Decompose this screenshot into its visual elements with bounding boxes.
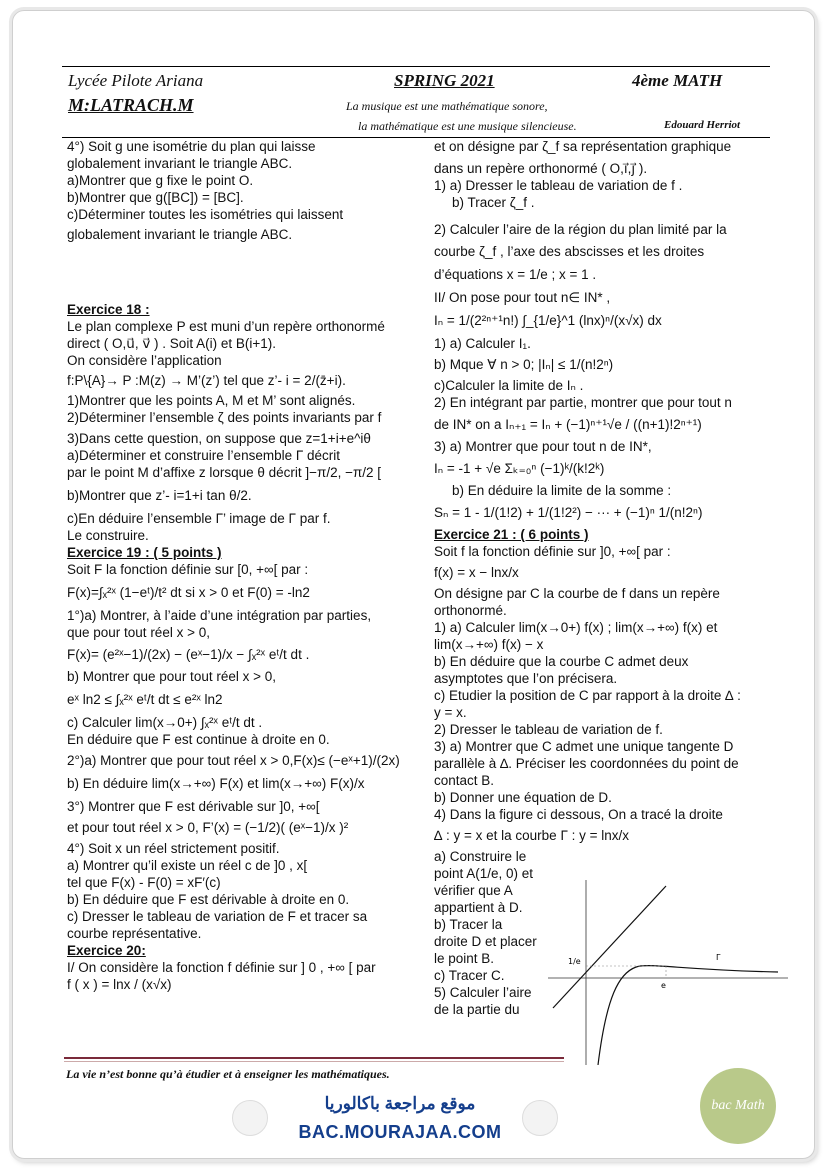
text-line: par le point M d’affixe z lorsque θ décrit ]−π/2, −π/2 [ (67, 465, 382, 480)
text-line: globalement invariant le triangle ABC. (67, 156, 293, 171)
text-line: tel que F(x) - F(0) = xF′(c) (67, 875, 221, 890)
text-line: 1°)a) Montrer, à l’aide d’une intégration par parties, (67, 608, 372, 623)
text-line: droite D et placer (434, 934, 537, 949)
curve-label: Γ (716, 953, 721, 962)
line-delta (553, 886, 666, 1008)
left-column (67, 138, 417, 993)
text-line: II/ On pose pour tout n∈ IN* , (434, 290, 611, 305)
text-line: 3)Dans cette question, on suppose que z=1+i+e^iθ (67, 431, 371, 446)
text-line: lim(x→+∞) f(x) − x (434, 637, 544, 652)
text-line: 3) a) Montrer que C admet une unique tangente D (434, 739, 734, 754)
text-line: contact B. (434, 773, 495, 788)
text-line: d’équations x = 1/e ; x = 1 . (434, 267, 597, 282)
text-line: 4) Dans la figure ci dessous, On a tracé la droite (434, 807, 723, 822)
text-line: Sₙ = 1 - 1/(1!2) + 1/(1!2²) − ··· + (−1)ⁿ 1/(n!2ⁿ) (434, 505, 703, 520)
text-line: b) Montrer que pour tout réel x > 0, (67, 669, 276, 684)
footer-motto: La vie n’est bonne qu’à étudier et à enseigner les mathématiques. (66, 1067, 390, 1081)
teacher-name: M:LATRACH.M (68, 95, 194, 115)
site-name-arabic[interactable]: موقع مراجعة باكالوريا (324, 1094, 476, 1113)
text-line: 2)Déterminer l’ensemble ζ des points invariants par f (67, 410, 382, 425)
text-line: globalement invariant le triangle ABC. (67, 227, 293, 242)
text-line: a)Montrer que g fixe le point O. (67, 173, 254, 188)
text-line: 1) a) Calculer lim(x→0+) f(x) ; lim(x→+∞) f(x) et (434, 620, 718, 635)
session: SPRING 2021 (394, 71, 495, 90)
site-logo-right (522, 1100, 558, 1136)
text-line: 2°)a) Montrer que pour tout réel x > 0,F(x)≤ (−eˣ+1)/(2x) (67, 753, 400, 768)
text-line: que pour tout réel x > 0, (67, 625, 210, 640)
school-name: Lycée Pilote Ariana (68, 71, 204, 90)
text-line: En déduire que F est continue à droite en 0. (67, 732, 330, 747)
text-line: c) Dresser le tableau de variation de F et tracer sa (67, 909, 368, 924)
function-graph (548, 880, 788, 1065)
text-line: asymptotes que l’on précisera. (434, 671, 618, 686)
text-line: b) En déduire que la courbe C admet deux (434, 654, 689, 669)
footer-rule-thin (64, 1061, 564, 1062)
text-line: 1) a) Dresser le tableau de variation de f . (434, 178, 683, 193)
text-line: Soit f la fonction définie sur ]0, +∞[ par : (434, 544, 671, 559)
text-line: Iₙ = -1 + √e Σₖ₌₀ⁿ (−1)ᵏ/(k!2ᵏ) (434, 461, 605, 476)
x-tick-label: e (661, 981, 666, 990)
text-line: eˣ ln2 ≤ ∫ₓ²ˣ eᵗ/t dt ≤ e²ˣ ln2 (67, 692, 223, 707)
exercise-21-title: Exercice 21 : ( 6 points ) (434, 527, 589, 542)
text-line: 2) Calculer l’aire de la région du plan limité par la (434, 222, 727, 237)
text-line: b) Tracer ζ_f . (452, 195, 535, 210)
text-line: b)Montrer que z’- i=1+i tan θ/2. (67, 488, 252, 503)
text-line: et pour tout réel x > 0, F’(x) = (−1/2)( (eˣ−1)/x )² (67, 820, 349, 835)
text-line: appartient à D. (434, 900, 523, 915)
text-line: b) En déduire la limite de la somme : (452, 483, 672, 498)
text-line: dans un repère orthonormé ( O,i⃗,j⃗ ). (434, 161, 648, 176)
exercise-19-title: Exercice 19 : ( 5 points ) (67, 545, 222, 560)
footer-rule (64, 1057, 564, 1059)
text-line: On considère l’application (67, 353, 222, 368)
bac-math-logo: bac Math (700, 1068, 776, 1144)
text-line: de IN* on a Iₙ₊₁ = Iₙ + (−1)ⁿ⁺¹√e / ((n+1)!2ⁿ⁺¹) (434, 417, 702, 432)
text-line: a) Construire le (434, 849, 527, 864)
text-line: courbe représentative. (67, 926, 202, 941)
text-line: de la partie du (434, 1002, 520, 1017)
text-line: 2) En intégrant par partie, montrer que pour tout n (434, 395, 732, 410)
text-line: orthonormé. (434, 603, 507, 618)
text-line: 2) Dresser le tableau de variation de f. (434, 722, 663, 737)
text-line: 5) Calculer l’aire (434, 985, 532, 1000)
quote-line-1: La musique est une mathématique sonore, (346, 99, 548, 113)
exercise-18-title: Exercice 18 : (67, 302, 150, 317)
text-line: 1) a) Calculer I₁. (434, 336, 531, 351)
text-line: 3) a) Montrer que pour tout n de IN*, (434, 439, 652, 454)
text-line: point A(1/e, 0) et (434, 866, 534, 881)
text-line: ∆ : y = x et la courbe Γ : y = lnx/x (434, 828, 630, 843)
text-line: b) Donner une équation de D. (434, 790, 612, 805)
text-line: b)Montrer que g([BC]) = [BC]. (67, 190, 244, 205)
text-line: Le construire. (67, 528, 149, 543)
text-line: Iₙ = 1/(2²ⁿ⁺¹n!) ∫_{1/e}^1 (lnx)ⁿ/(x√x) dx (434, 313, 662, 328)
text-line: I/ On considère la fonction f définie sur ] 0 , +∞ [ par (67, 960, 376, 975)
site-url[interactable]: BAC.MOURAJAA.COM (298, 1122, 502, 1142)
text-line: F(x)=∫ₓ²ˣ (1−eᵗ)/t² dt si x > 0 et F(0) = -ln2 (67, 585, 310, 600)
text-line: b) En déduire que F est dérivable à droite en 0. (67, 892, 350, 907)
curve-gamma (598, 966, 778, 1065)
text-line: parallèle à ∆. Préciser les coordonnées du point de (434, 756, 739, 771)
text-line: c)Calculer la limite de Iₙ . (434, 378, 584, 393)
text-line: le point B. (434, 951, 495, 966)
text-line: f(x) = x − lnx/x (434, 565, 519, 580)
text-line: 4°) Soit x un réel strictement positif. (67, 841, 280, 856)
text-line: vérifier que A (434, 883, 513, 898)
text-line: f:P\{A}→ P :M(z) → M’(z’) tel que z’- i = 2/(z̄+i). (67, 373, 346, 388)
text-line: b) En déduire lim(x→+∞) F(x) et lim(x→+∞) F(x)/x (67, 776, 365, 791)
y-tick-label: 1/e (568, 957, 581, 966)
header (62, 66, 770, 138)
text-line: 4°) Soit g une isométrie du plan qui laisse (67, 139, 316, 154)
text-line: F(x)= (e²ˣ−1)/(2x) − (eˣ−1)/x − ∫ₓ²ˣ eᵗ/t dt . (67, 647, 310, 662)
text-line: et on désigne par ζ_f sa représentation graphique (434, 139, 732, 154)
text-line: c)Déterminer toutes les isométries qui laissent (67, 207, 344, 222)
text-line: y = x. (434, 705, 467, 720)
text-line: b) Tracer la (434, 917, 503, 932)
class-level: 4ème MATH (632, 71, 723, 90)
text-line: c) Calculer lim(x→0+) ∫ₓ²ˣ eᵗ/t dt . (67, 715, 263, 730)
text-line: On désigne par C la courbe de f dans un repère (434, 586, 720, 601)
text-line: b) Mque ∀ n > 0; |Iₙ| ≤ 1/(n!2ⁿ) (434, 357, 614, 372)
text-line: Soit F la fonction définie sur [0, +∞[ par : (67, 562, 309, 577)
text-line: 3°) Montrer que F est dérivable sur ]0, +∞[ (67, 799, 320, 814)
quote-author: Edouard Herriot (664, 119, 741, 131)
site-logo-left (232, 1100, 268, 1136)
text-line: a) Montrer qu’il existe un réel c de ]0 , x[ (67, 858, 308, 873)
text-line: courbe ζ_f , l’axe des abscisses et les droites (434, 244, 705, 259)
text-line: a)Déterminer et construire l’ensemble Γ décrit (67, 448, 341, 463)
text-line: c) Tracer C. (434, 968, 505, 983)
text-line: Le plan complexe P est muni d’un repère orthonormé (67, 319, 385, 334)
text-line: 1)Montrer que les points A, M et M’ sont alignés. (67, 393, 356, 408)
text-line: direct ( O,u⃗, v⃗ ) . Soit A(i) et B(i+1). (67, 336, 276, 351)
text-line: c)En déduire l’ensemble Γ’ image de Γ par f. (67, 511, 331, 526)
text-line: f ( x ) = lnx / (x√x) (67, 977, 172, 992)
exercise-20-title: Exercice 20: (67, 943, 146, 958)
text-line: c) Etudier la position de C par rapport à la droite ∆ : (434, 688, 741, 703)
quote-line-2: la mathématique est une musique silencieuse. (358, 119, 577, 133)
